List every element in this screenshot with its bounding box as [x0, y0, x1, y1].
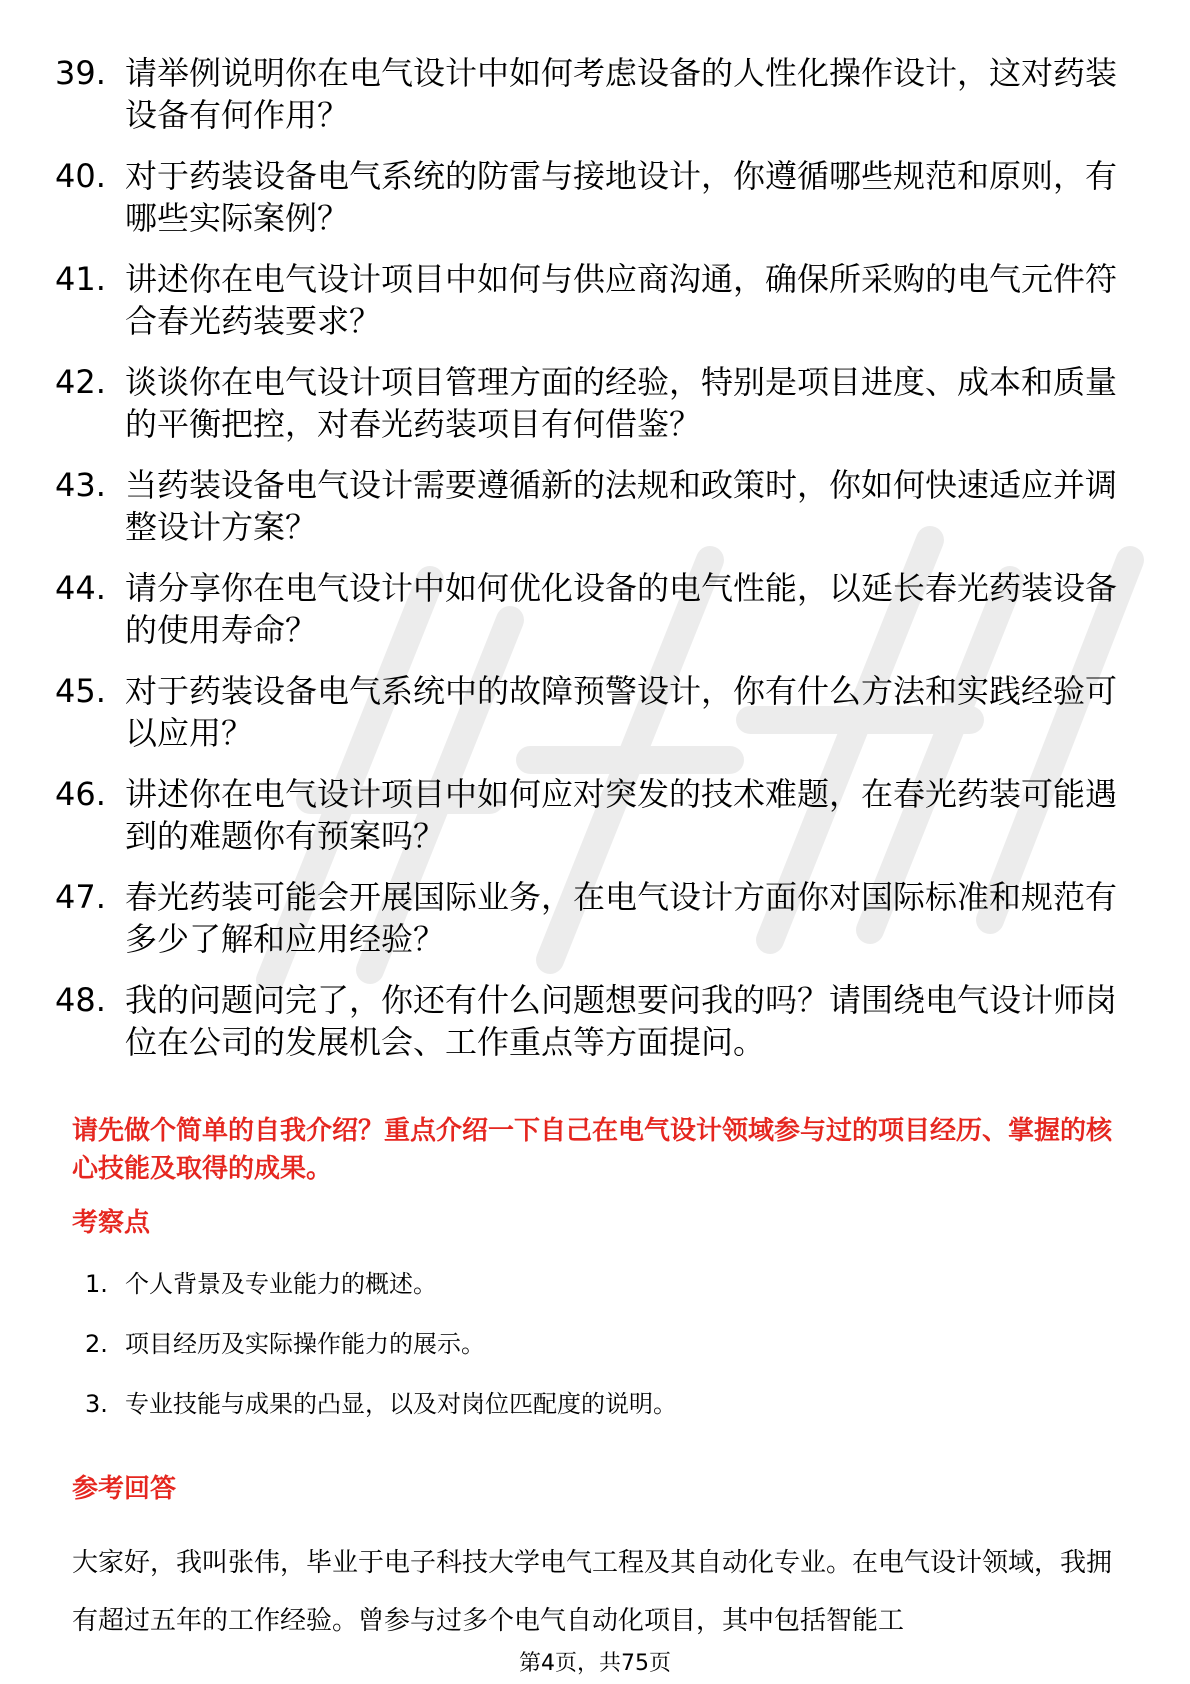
points-heading: 考察点 — [72, 1208, 151, 1238]
intro-question-heading: 请先做个简单的自我介绍？重点介绍一下自己在电气设计领域参与过的项目经历、掌握的核心技能及取得的成果。 — [72, 1116, 1113, 1184]
question-text: 讲述你在电气设计项目中如何与供应商沟通，确保所采购的电气元件符合春光药装要求？ — [125, 260, 1118, 340]
question-text: 讲述你在电气设计项目中如何应对突发的技术难题，在春光药装可能遇到的难题你有预案吗？ — [125, 775, 1118, 855]
point-text: 项目经历及实际操作能力的展示。 — [125, 1330, 485, 1358]
list-item — [55, 876, 1135, 960]
list-item — [55, 773, 1135, 857]
list-item — [55, 361, 1135, 445]
question-number: 44. — [55, 569, 106, 607]
page-footer: 第4页，共75页 — [519, 1651, 671, 1676]
question-list — [55, 52, 1135, 1082]
point-number: 3. — [85, 1390, 108, 1418]
point-number: 2. — [85, 1330, 108, 1358]
question-text: 请分享你在电气设计中如何优化设备的电气性能，以延长春光药装设备的使用寿命？ — [125, 569, 1118, 649]
list-item — [55, 670, 1135, 754]
question-number: 41. — [55, 260, 106, 298]
question-number: 42. — [55, 363, 106, 401]
question-number: 39. — [55, 54, 106, 92]
question-text: 春光药装可能会开展国际业务，在电气设计方面你对国际标准和规范有多少了解和应用经验？ — [125, 878, 1118, 958]
list-item — [55, 155, 1135, 239]
point-text: 个人背景及专业能力的概述。 — [125, 1270, 437, 1298]
point-text: 专业技能与成果的凸显，以及对岗位匹配度的说明。 — [125, 1390, 677, 1418]
list-item — [55, 52, 1135, 136]
points-list — [80, 1268, 1080, 1448]
question-text: 我的问题问完了，你还有什么问题想要问我的吗？请围绕电气设计师岗位在公司的发展机会、工作重点等方面提问。 — [125, 981, 1118, 1061]
answer-paragraph: 大家好，我叫张伟，毕业于电子科技大学电气工程及其自动化专业。在电气设计领域，我拥有超过五年的工作经验。曾参与过多个电气自动化项目，其中包括智能工 — [72, 1548, 1113, 1636]
list-item — [80, 1388, 1080, 1420]
list-item — [80, 1328, 1080, 1360]
question-text: 对于药装设备电气系统的防雷与接地设计，你遵循哪些规范和原则，有哪些实际案例？ — [125, 157, 1118, 237]
list-item — [55, 979, 1135, 1063]
question-number: 43. — [55, 466, 106, 504]
question-text: 对于药装设备电气系统中的故障预警设计，你有什么方法和实践经验可以应用？ — [125, 672, 1118, 752]
question-number: 45. — [55, 672, 106, 710]
list-item — [55, 464, 1135, 548]
question-text: 谈谈你在电气设计项目管理方面的经验，特别是项目进度、成本和质量的平衡把控，对春光药装项目有何借鉴？ — [125, 363, 1118, 443]
question-number: 48. — [55, 981, 106, 1019]
list-item — [80, 1268, 1080, 1300]
answer-heading: 参考回答 — [72, 1474, 177, 1504]
list-item — [55, 567, 1135, 651]
question-number: 40. — [55, 157, 106, 195]
question-number: 46. — [55, 775, 106, 813]
question-text: 当药装设备电气设计需要遵循新的法规和政策时，你如何快速适应并调整设计方案？ — [125, 466, 1118, 546]
list-item — [55, 258, 1135, 342]
question-number: 47. — [55, 878, 106, 916]
question-text: 请举例说明你在电气设计中如何考虑设备的人性化操作设计，这对药装设备有何作用？ — [125, 54, 1118, 134]
point-number: 1. — [85, 1270, 108, 1298]
